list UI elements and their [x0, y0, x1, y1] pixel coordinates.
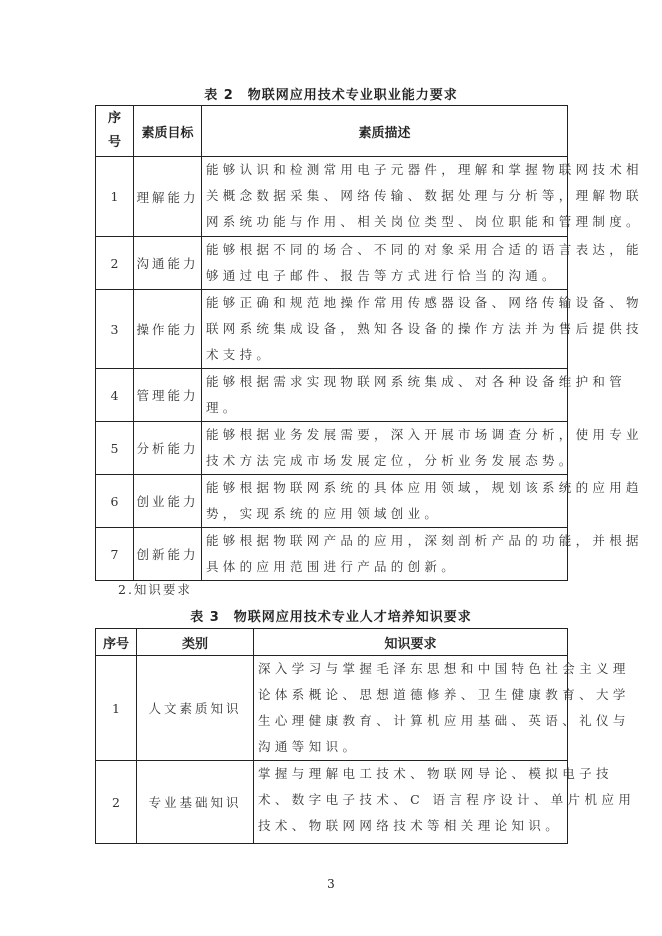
- description-line: 术、数字电子技术、C 语言程序设计、单片机应用: [258, 792, 636, 807]
- row-number: 2: [96, 761, 137, 844]
- row-number: 7: [96, 528, 134, 581]
- description-line: 势，实现系统的应用领域创业。: [206, 506, 442, 521]
- description-line: 掌握与理解电工技术、物联网导论、模拟电子技: [258, 766, 613, 781]
- header-no: 序号: [96, 629, 137, 656]
- row-number: 6: [96, 475, 134, 528]
- page-number: 3: [327, 877, 335, 891]
- table3-caption: 表 3 物联网应用技术专业人才培养知识要求: [190, 610, 472, 625]
- header-category: 类别: [137, 629, 254, 656]
- table2-caption: 表 2 物联网应用技术专业职业能力要求: [204, 88, 458, 103]
- table-row: [96, 422, 568, 475]
- table-row: [96, 237, 568, 290]
- table-row: [96, 656, 568, 761]
- row-number: 1: [96, 157, 134, 237]
- description-line: 够通过电子邮件、报告等方式进行恰当的沟通。: [206, 268, 559, 283]
- row-number: 3: [96, 290, 134, 369]
- description-line: 能够根据需求实现物联网系统集成、对各种设备维护和管: [206, 374, 627, 389]
- table-row: [96, 290, 568, 369]
- description-line: 联网系统集成设备，熟知各设备的操作方法并为售后提供技: [206, 321, 643, 336]
- description-line: 理。: [206, 400, 240, 415]
- table-row: [96, 761, 568, 844]
- row-number: 4: [96, 369, 134, 422]
- description-line: 术支持。: [206, 347, 274, 362]
- description-line: 能够根据物联网产品的应用，深刻剖析产品的功能，并根据: [206, 533, 643, 548]
- row-description: [202, 422, 643, 475]
- table2-competency-requirements: [95, 105, 643, 581]
- description-line: 网系统功能与作用、相关岗位类型、岗位职能和管理制度。: [206, 214, 643, 229]
- description-line: 能够认识和检测常用电子元器件，理解和掌握物联网技术相: [206, 162, 643, 177]
- description-line: 能够根据不同的场合、不同的对象采用合适的语言表达，能: [206, 242, 643, 257]
- header-no: 序号: [96, 106, 134, 157]
- row-number: 1: [96, 656, 137, 761]
- row-label: 分析能力: [134, 422, 202, 475]
- row-description: [202, 528, 643, 581]
- description-line: 能够正确和规范地操作常用传感器设备、网络传输设备、物: [206, 295, 643, 310]
- header-goal: 素质目标: [134, 106, 202, 157]
- table2-header-row: [96, 106, 568, 157]
- row-description: [202, 290, 643, 369]
- row-label: 创新能力: [134, 528, 202, 581]
- description-line: 具体的应用范围进行产品的创新。: [206, 559, 459, 574]
- table-row: [96, 475, 568, 528]
- row-description: [202, 475, 643, 528]
- header-description: 素质描述: [202, 106, 568, 157]
- row-description: [202, 157, 643, 237]
- description-line: 沟通等知识。: [258, 739, 360, 754]
- row-label: 沟通能力: [134, 237, 202, 290]
- description-line: 技术、物联网网络技术等相关理论知识。: [258, 818, 563, 833]
- row-description: [202, 237, 643, 290]
- row-label: 人文素质知识: [137, 656, 254, 761]
- row-label: 理解能力: [134, 157, 202, 237]
- table3-header-row: [96, 629, 568, 656]
- description-line: 技术方法完成市场发展定位，分析业务发展态势。: [206, 453, 576, 468]
- table-row: [96, 369, 568, 422]
- row-label: 专业基础知识: [137, 761, 254, 844]
- row-label: 操作能力: [134, 290, 202, 369]
- description-line: 深入学习与掌握毛泽东思想和中国特色社会主义理: [258, 661, 630, 676]
- row-number: 2: [96, 237, 134, 290]
- description-line: 论体系概论、思想道德修养、卫生健康教育、大学: [258, 687, 630, 702]
- row-number: 5: [96, 422, 134, 475]
- description-line: 能够根据物联网系统的具体应用领域，规划该系统的应用趋: [206, 480, 643, 495]
- header-knowledge: 知识要求: [254, 629, 568, 656]
- section-heading: 2.知识要求: [118, 582, 192, 597]
- row-label: 管理能力: [134, 369, 202, 422]
- description-line: 能够根据业务发展需要，深入开展市场调查分析，使用专业: [206, 427, 643, 442]
- table-row: [96, 528, 568, 581]
- table-row: [96, 157, 568, 237]
- row-description: [254, 761, 636, 844]
- row-label: 创业能力: [134, 475, 202, 528]
- row-description: [254, 656, 630, 761]
- description-line: 生心理健康教育、计算机应用基础、英语、礼仪与: [258, 713, 630, 728]
- table3-knowledge-requirements: [95, 628, 636, 844]
- description-line: 关概念数据采集、网络传输、数据处理与分析等，理解物联: [206, 188, 643, 203]
- row-description: [202, 369, 627, 422]
